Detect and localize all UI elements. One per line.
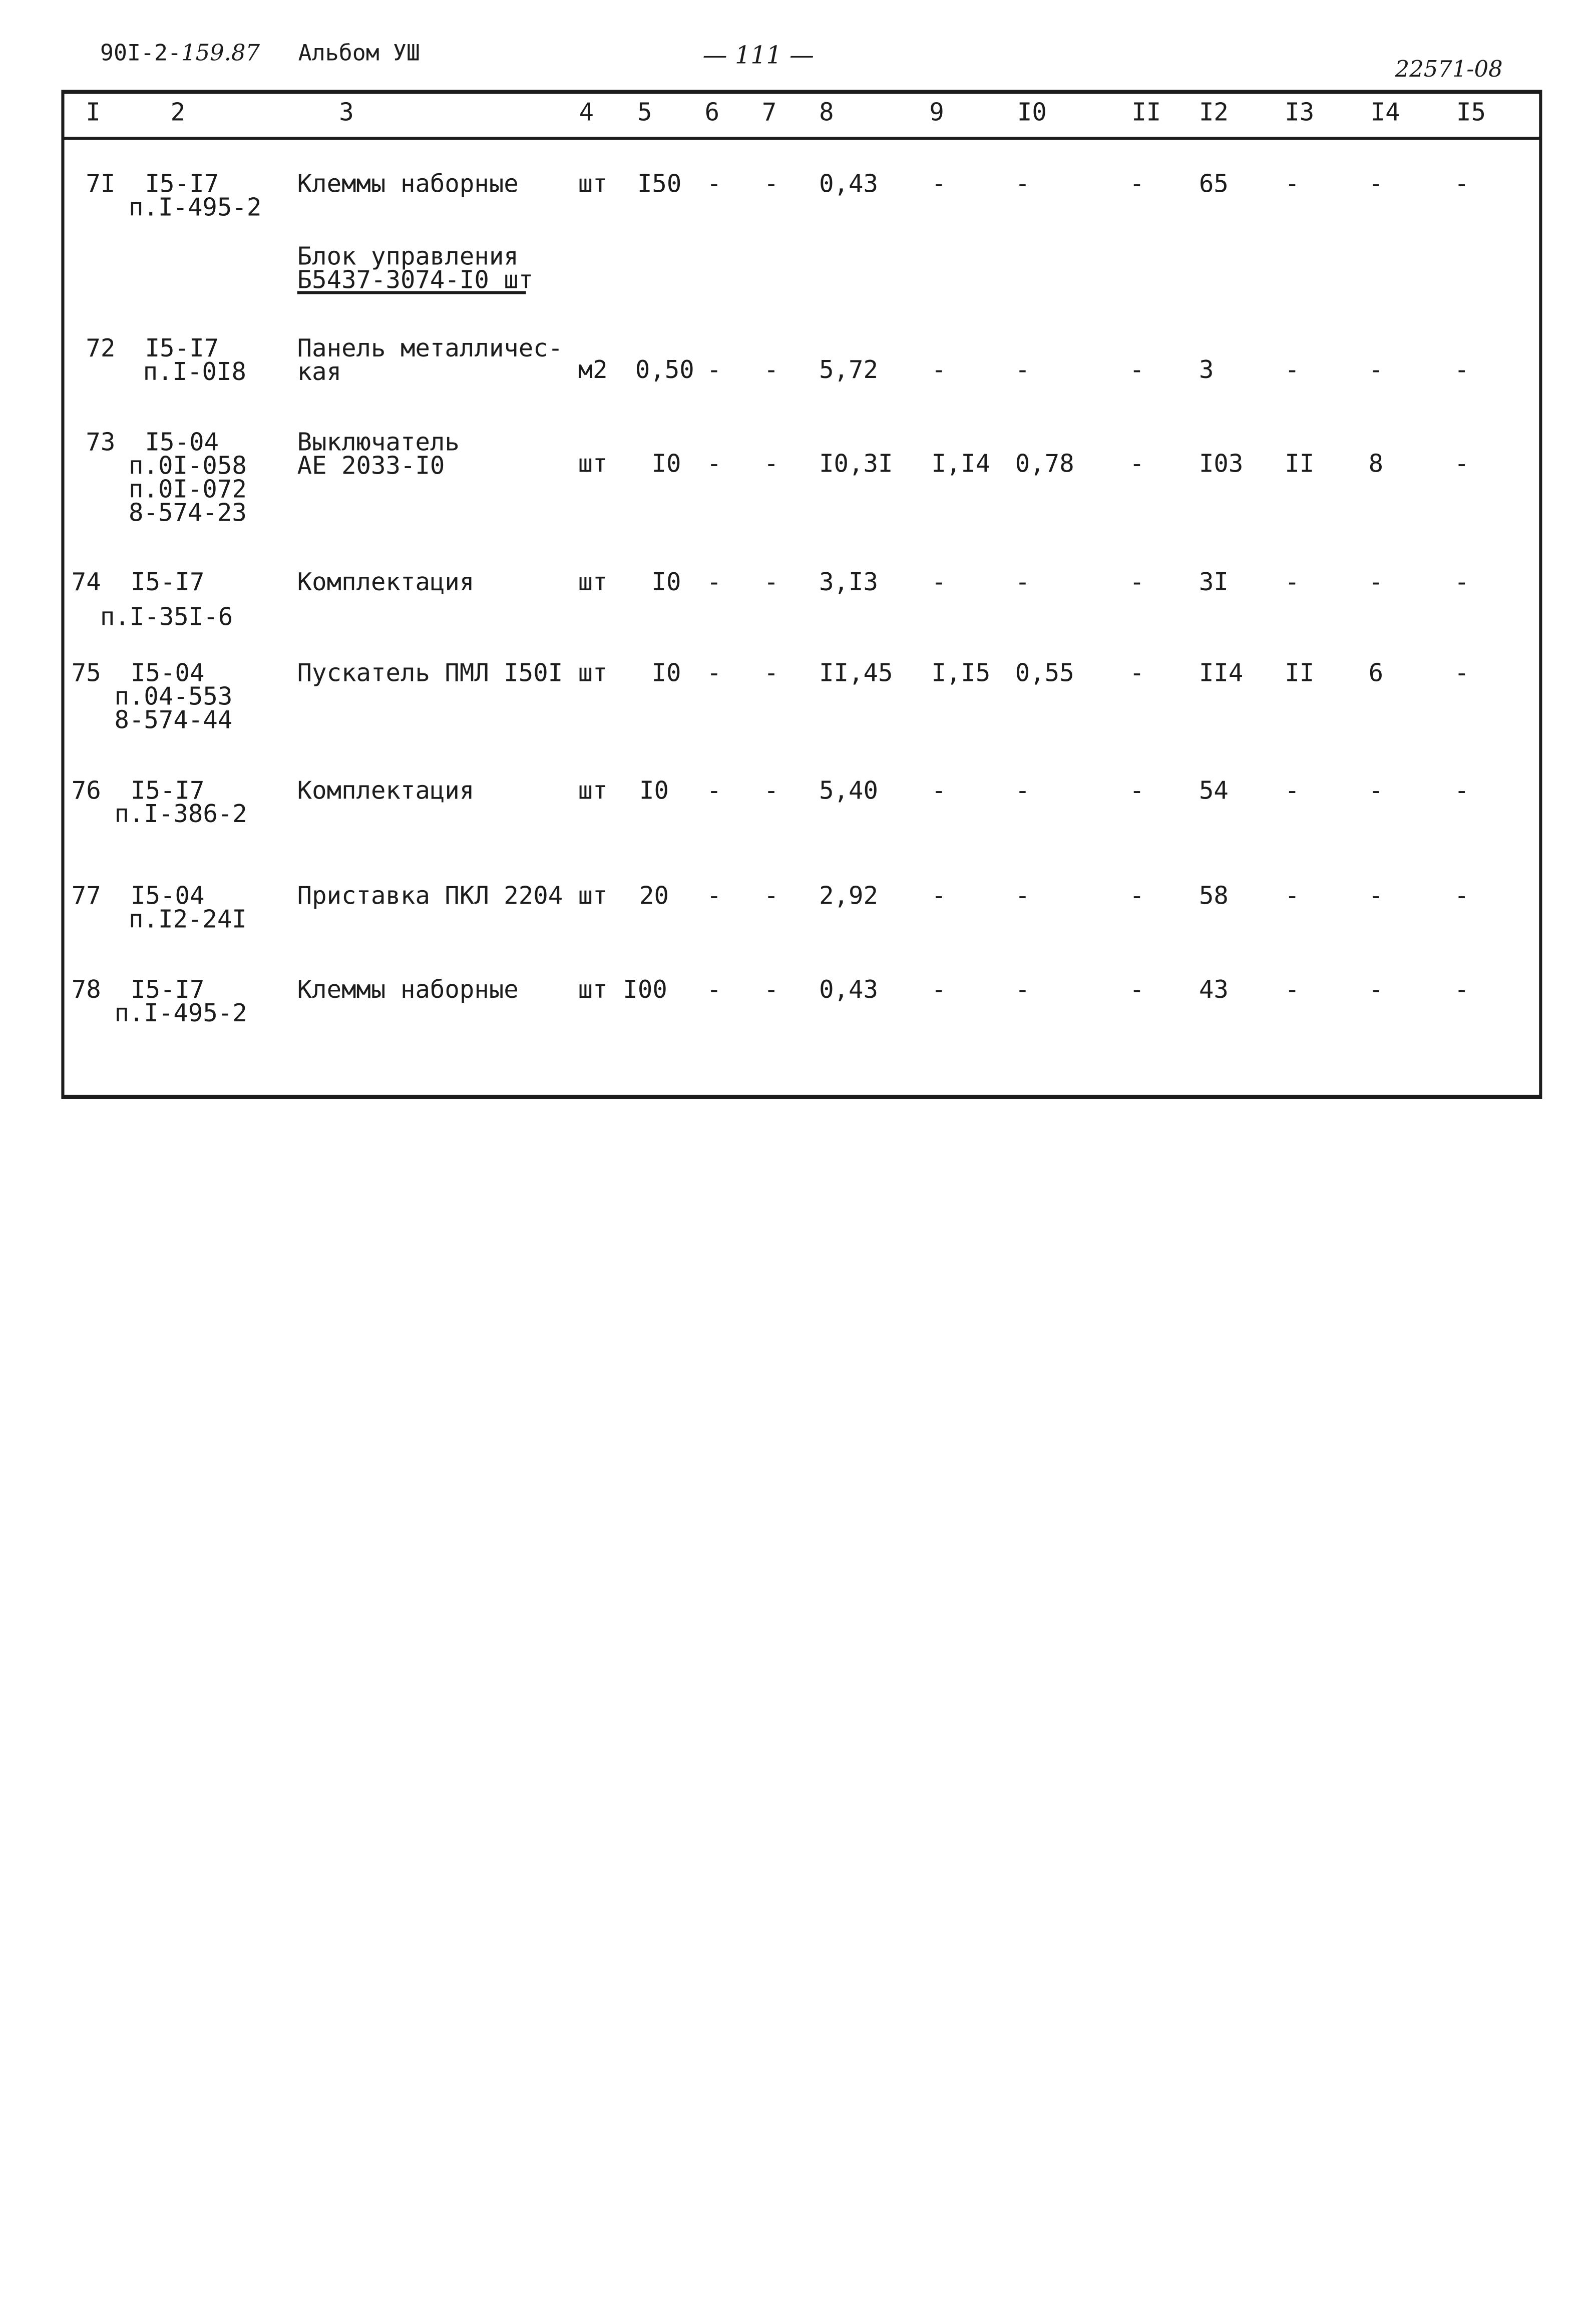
unit-cell: шт <box>578 975 608 1004</box>
item-name-line: Клеммы наборные <box>297 169 519 198</box>
value-cell-10: 0,78 <box>1015 449 1074 478</box>
row-number: 7I <box>86 169 116 198</box>
column-header-14: I4 <box>1370 98 1400 127</box>
item-name-line: Выключатель <box>297 428 460 457</box>
section-title-line-1: Блок управления <box>297 242 519 271</box>
price-code-line: п.I-495-2 <box>114 999 247 1028</box>
value-cell-10: - <box>1015 169 1030 198</box>
column-header-13: I3 <box>1285 98 1315 127</box>
price-code-line: I5-04 <box>131 881 205 910</box>
row-number: 76 <box>71 776 101 805</box>
unit-cell: шт <box>578 881 608 910</box>
item-name-line: Комплектация <box>297 568 475 597</box>
quantity-cell: I00 <box>623 975 667 1004</box>
value-cell-6: - <box>706 169 722 198</box>
value-cell-15: - <box>1454 776 1469 805</box>
column-header-5: 5 <box>637 98 652 127</box>
value-cell-15: - <box>1454 881 1469 910</box>
column-header-10: I0 <box>1017 98 1047 127</box>
value-cell-8: I0,3I <box>819 449 893 478</box>
value-cell-14: - <box>1368 881 1384 910</box>
value-cell-12: 54 <box>1199 776 1229 805</box>
value-cell-6: - <box>706 568 722 597</box>
price-code-line: I5-I7 <box>145 334 219 363</box>
value-cell-14: - <box>1368 169 1384 198</box>
value-cell-7: - <box>763 449 779 478</box>
item-name-line: Клеммы наборные <box>297 975 519 1004</box>
value-cell-10: 0,55 <box>1015 658 1074 687</box>
value-cell-11: - <box>1129 355 1144 384</box>
value-cell-7: - <box>763 975 779 1004</box>
column-header-3: 3 <box>339 98 354 127</box>
value-cell-12: 65 <box>1199 169 1229 198</box>
unit-cell: шт <box>578 658 608 687</box>
value-cell-6: - <box>706 881 722 910</box>
price-code-line: I5-I7 <box>131 776 205 805</box>
value-cell-10: - <box>1015 881 1030 910</box>
price-code-line: п.I-35I-6 <box>100 602 233 631</box>
value-cell-8: 5,40 <box>819 776 878 805</box>
value-cell-10: - <box>1015 568 1030 597</box>
doc-code-handwritten: 159.87 <box>181 41 260 67</box>
value-cell-10: - <box>1015 776 1030 805</box>
column-header-6: 6 <box>704 98 720 127</box>
price-code-line: п.I-495-2 <box>129 193 262 222</box>
column-header-4: 4 <box>579 98 594 127</box>
value-cell-9: - <box>931 776 946 805</box>
price-code-line: I5-I7 <box>131 975 205 1004</box>
price-code-line: п.0I-058 <box>129 451 247 480</box>
value-cell-12: I03 <box>1199 449 1244 478</box>
price-code-line: I5-I7 <box>131 568 205 597</box>
value-cell-6: - <box>706 449 722 478</box>
price-code-line: п.I2-24I <box>129 905 247 934</box>
row-number: 73 <box>86 428 116 457</box>
value-cell-9: I,I5 <box>931 658 991 687</box>
value-cell-8: 3,I3 <box>819 568 878 597</box>
value-cell-11: - <box>1129 776 1144 805</box>
value-cell-7: - <box>763 776 779 805</box>
value-cell-14: - <box>1368 355 1384 384</box>
quantity-cell: I0 <box>651 568 681 597</box>
value-cell-9: - <box>931 169 946 198</box>
unit-cell: шт <box>578 449 608 478</box>
value-cell-14: - <box>1368 975 1384 1004</box>
unit-cell: шт <box>578 568 608 597</box>
value-cell-9: - <box>931 568 946 597</box>
value-cell-9: - <box>931 975 946 1004</box>
column-header-8: 8 <box>819 98 834 127</box>
price-code-line: I5-04 <box>145 428 219 457</box>
value-cell-9: I,I4 <box>931 449 991 478</box>
section-title-line-2: Б5437-3074-I0 шт <box>297 265 534 294</box>
value-cell-11: - <box>1129 169 1144 198</box>
value-cell-10: - <box>1015 975 1030 1004</box>
price-code-line: 8-574-23 <box>129 498 247 527</box>
value-cell-6: - <box>706 975 722 1004</box>
value-cell-7: - <box>763 355 779 384</box>
unit-cell: шт <box>578 776 608 805</box>
value-cell-9: - <box>931 355 946 384</box>
value-cell-8: 0,43 <box>819 169 878 198</box>
value-cell-6: - <box>706 658 722 687</box>
item-name-line: Приставка ПКЛ 2204 <box>297 881 563 910</box>
value-cell-13: - <box>1285 776 1300 805</box>
value-cell-15: - <box>1454 355 1469 384</box>
quantity-cell: I50 <box>637 169 682 198</box>
price-code-line: I5-I7 <box>145 169 219 198</box>
value-cell-14: - <box>1368 568 1384 597</box>
row-number: 77 <box>71 881 101 910</box>
column-header-2: 2 <box>170 98 186 127</box>
value-cell-8: 2,92 <box>819 881 878 910</box>
column-header-12: I2 <box>1199 98 1229 127</box>
value-cell-9: - <box>931 881 946 910</box>
value-cell-15: - <box>1454 658 1469 687</box>
doc-code-printed: 90I-2- <box>100 41 182 67</box>
quantity-cell: I0 <box>639 776 669 805</box>
value-cell-15: - <box>1454 169 1469 198</box>
column-header-7: 7 <box>761 98 777 127</box>
quantity-cell: I0 <box>651 449 681 478</box>
unit-cell: м2 <box>578 355 608 384</box>
price-code-line: п.I-0I8 <box>143 357 246 387</box>
value-cell-10: - <box>1015 355 1030 384</box>
value-cell-7: - <box>763 568 779 597</box>
value-cell-15: - <box>1454 975 1469 1004</box>
value-cell-7: - <box>763 169 779 198</box>
table-frame <box>61 90 1542 1099</box>
item-name-line: Комплектация <box>297 776 475 805</box>
value-cell-13: - <box>1285 169 1300 198</box>
inventory-number: 22571-08 <box>1395 57 1503 83</box>
value-cell-14: - <box>1368 776 1384 805</box>
item-name-line: АЕ 2033-I0 <box>297 451 445 480</box>
value-cell-11: - <box>1129 975 1144 1004</box>
value-cell-15: - <box>1454 568 1469 597</box>
value-cell-8: 0,43 <box>819 975 878 1004</box>
value-cell-13: II <box>1285 658 1315 687</box>
column-header-11: II <box>1131 98 1161 127</box>
value-cell-12: 3 <box>1199 355 1214 384</box>
value-cell-15: - <box>1454 449 1469 478</box>
row-number: 75 <box>71 658 101 687</box>
price-code-line: п.04-553 <box>114 682 233 711</box>
price-code-line: п.I-386-2 <box>114 800 247 829</box>
item-name-line: кая <box>297 357 342 387</box>
price-code-line: I5-04 <box>131 658 205 687</box>
value-cell-12: 58 <box>1199 881 1229 910</box>
value-cell-7: - <box>763 881 779 910</box>
row-number: 78 <box>71 975 101 1004</box>
quantity-cell: 0,50 <box>635 355 694 384</box>
doc-code <box>100 41 260 67</box>
value-cell-12: 3I <box>1199 568 1229 597</box>
quantity-cell: I0 <box>651 658 681 687</box>
page-number: — 111 — <box>702 41 815 70</box>
value-cell-11: - <box>1129 449 1144 478</box>
value-cell-14: 6 <box>1368 658 1384 687</box>
header-rule <box>63 137 1540 140</box>
value-cell-8: 5,72 <box>819 355 878 384</box>
value-cell-13: - <box>1285 568 1300 597</box>
column-header-15: I5 <box>1456 98 1486 127</box>
item-name-line: Пускатель ПМЛ I50I <box>297 658 563 687</box>
value-cell-11: - <box>1129 658 1144 687</box>
value-cell-8: II,45 <box>819 658 893 687</box>
value-cell-13: - <box>1285 355 1300 384</box>
value-cell-14: 8 <box>1368 449 1384 478</box>
value-cell-13: - <box>1285 975 1300 1004</box>
value-cell-12: 43 <box>1199 975 1229 1004</box>
section-title-underline <box>297 291 526 294</box>
value-cell-11: - <box>1129 568 1144 597</box>
price-code-line: п.0I-072 <box>129 475 247 504</box>
column-header-1: I <box>86 98 101 127</box>
unit-cell: шт <box>578 169 608 198</box>
value-cell-6: - <box>706 355 722 384</box>
value-cell-12: II4 <box>1199 658 1244 687</box>
value-cell-6: - <box>706 776 722 805</box>
value-cell-13: - <box>1285 881 1300 910</box>
row-number: 72 <box>86 334 116 363</box>
column-header-9: 9 <box>929 98 944 127</box>
price-code-line: 8-574-44 <box>114 705 233 734</box>
quantity-cell: 20 <box>639 881 669 910</box>
value-cell-13: II <box>1285 449 1315 478</box>
album-label: Альбом УШ <box>298 41 420 67</box>
value-cell-11: - <box>1129 881 1144 910</box>
row-number: 74 <box>71 568 101 597</box>
item-name-line: Панель металличес- <box>297 334 563 363</box>
value-cell-7: - <box>763 658 779 687</box>
